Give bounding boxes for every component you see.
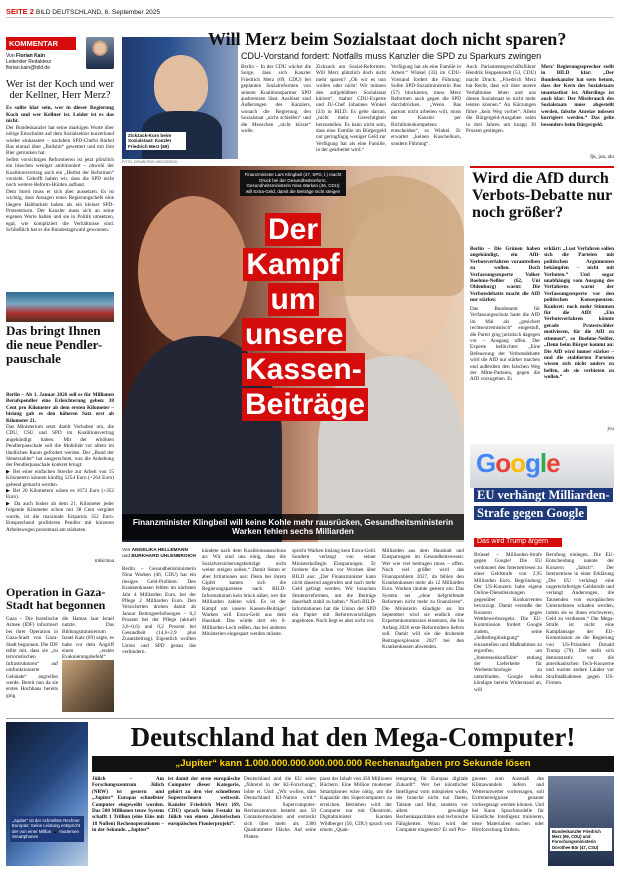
- top-story-subtitle: CDU-Vorstand fordert: Notfalls muss Kanzler die SPD zu Sparkurs zwingen: [241, 51, 542, 61]
- top-story-col1: Berlin – In der CDU wächst die Sorge, dass sich Kanzler Friedrich Merz (69, CDU) bei geplanten Sozialreformen von seinem Koalitionspartner SPD ausbremsen lässt. Auslöser sind Äußerungen des Kanzlers, wonach die Regierung den Sozialstaat „nicht schleifen“ und die Menschen „nicht kürzer“ wolle.: [241, 64, 311, 135]
- merz-photo: [122, 37, 238, 159]
- kommentar-title: Wer ist der Koch und wer der Kellner, Herr Merz?: [6, 79, 114, 101]
- merz-baer-photo: [548, 776, 614, 866]
- mega-deck-band: [92, 756, 614, 772]
- jupiter-caption: „Jupiter“ ist der schnellste Rechner Europas: Seine Leistung entspricht der von einer Million 📱 modernen Smartphones: [10, 816, 84, 842]
- kommentar-lead: Es sollte klar sein, wer in dieser Regierung Koch und wer Kellner ist. Leider ist es das nicht.: [6, 105, 114, 125]
- title-line-5: Kassen-: [242, 353, 365, 386]
- top-story-col5: Merz' Regierungssprecher stellt in BILD klar: „Der Bundeskanzler hat stets betont, dass der Kern des Sozialstaats unantastbar ist. Allerdings ist auch klar: Der Missbrauch des Sozialstaats muss abgestellt werden, falsche Anreize müssen korrigiert werden.“ Das gelte besonders beim Bürgergeld.: [541, 64, 614, 128]
- author-prefix: Von: [6, 53, 15, 59]
- klingbeil-face: [138, 196, 248, 346]
- main-col2: kündete nach dem Koalitionsausschuss an: Wir sind uns einig, dass die Sozialversicherungsbeiträge nicht weiter steigen sollen.“ Damit lösten er aber Irritationen aus: Denn bei ihrem Gipfel kamen sich die Regierungsparteien nach BILD-Informationen kein Stück näher, wer die Milliarden zahlen wird. Es ist der Kampf um unsere Kassen-Beiträge! Warken will Extra-Geld aus dem Haushalt. Das würde dort ein 6-Milliarden-Loch reißen, das bei anderen Ministerien eingespart werden müsste.: [202, 548, 286, 638]
- title-line-1: Der: [265, 213, 321, 246]
- gaza-photo: [62, 660, 114, 712]
- mega-col1: Jülich – Am Forschungszentrum Jülich (NRW) ist gestern und „Jupiter“ Europas schnellster Computer eingeweiht worden. Das 500 Millionen teure System schafft 1 Trillion (eine Eins mit 18 Nullen) Rechenoperationen – in der Sekunde. „Jupiter“: [92, 776, 164, 834]
- top-story-title: Will Merz beim Sozialstaat doch nicht sparen?: [208, 29, 567, 49]
- pendler-body: Das Ministerium setzt damit Vorhaben um, die CDU, CSU und SPD im Koalitionsvertrag angekündigt haben. Mit der erhöhten Pendlerpauschale soll die Mobilität vor allem im ländlichen Raum gefördert werden. Der „Bund der Steuerzahler“ hat ausgerechnet, was die Anhebung der Pendlerpauschale konkret bringt: ▶ Bei einer einfachen Strecke zur Arbeit von 15 Kilometern können künftig 1254 Euro (+264 Euro) geltend gemacht werden. ▶ Bei 20 Kilometern wären es 1672 Euro (+352 Euro). ▶ Da auch bisher ab dem 21. Kilometer jeder folgende Kilometer schon mit 38 Cent vergütet wurde, ist die maximale Ersparnis 352 Euro. Entsprechend profitieren Pendler mit kürzeren Arbeitswegen prozentual am stärksten.: [6, 424, 114, 533]
- top-story-col4: Auch Parlamentsgeschäftsführer Hendrik Hoppenstedt (53, CDU) macht Druck: „Friedrich Merz hat Recht, dass wir über unsere Verhältnisse leben und uns diesen Sozialstaat so nicht mehr leisten können.“ An Kürzungen führe „kein Weg vorbei“. Allein die Bürgergeld-Ausgaben seien in drei Jahren um knapp 30 Prozent gestiegen.: [466, 64, 536, 135]
- main-col3: spricht Warken bislang kein Extra-Geld. Sondern verlangt von seiner Ministerkollegin Einsparungen. Er forderte die schon vor Wochen über BILD aus: „Der Finanzminister kann nicht dauernd angerufen und nach mehr Geld gefragt werden. Wir brauchen Strukturreformen, um die Beiträge dauerhaft stabil zu halten.“ Nach BILD-Informationen hat die Union der SPD ein Papier mit Reformvorschlägen angeboten. Noch liegt es aber nicht vor.: [292, 548, 376, 625]
- title-line-3: um: [268, 283, 319, 316]
- main-col4: Milliarden aus dem Haushalt und Einsparungen im Gesundheitswesen: Wer wie viel beitragen muss – offen. Noch viel größer wird das Finanzproblem 2027, da fehlen den Krankenkassen mehr als 12 Milliarden Euro. Warken räumte gestern ein: Das System sei „ohne tiefgreifende Reformen nicht mehr zu finanzieren“. Die Ministerin kündigte an: Im September wird sie endlich eine Expertenkommission einsetzen, die bis Anfang 2026 erste Reformideen liefern soll. Damit will sie die drohende Beitragsexplosion 2027 bei den Krankenkassen abwenden.: [382, 548, 464, 651]
- paper-date: BILD DEUTSCHLAND, 6. September 2025: [36, 9, 160, 16]
- afd-title: Wird die AfD durch Verbots-Debatte nur noch größer?: [472, 170, 612, 221]
- afd-col2: erklärt: „Lust Verfahren sollen sich die Parteien mit politischen Argumenten bekämpfen – nicht mit Verboten.“ Und sogar unabhängig vom Ausgang des Verfahrens warnt der Verfassungsexperte vor den politischen Konsequenzen. Konkret: noch mehr Stimmen für die AfD! „Ein Verbotsverfahren könnte gerade Protestwähler motivieren, für die AfD zu stimmen“, so Boehme-Neßler. „Denn beim Bürger kommt an: Die AfD wird immer stärker – und die etablierten Parteien wissen sich nicht anders zu helfen, als sie verbieten zu wollen.“: [544, 246, 614, 381]
- kommentar-author: Florian Kain: [16, 53, 45, 59]
- pendler-title: Das bringt Ihnen die neue Pendler-pauschale: [6, 323, 103, 366]
- page-label: [6, 7, 160, 16]
- title-line-2: Kampf: [243, 248, 342, 281]
- title-line-4: unsere: [242, 318, 346, 351]
- main-deck: Finanzminister Klingbeil will keine Kohle mehr rausrücken, Gesundheitsministerin Warken fehlen sechs Milliarden: [122, 514, 464, 540]
- google-photo: [470, 444, 614, 488]
- merz-face: [154, 55, 208, 115]
- photo-credit: FOTO: DPA/BERND WEISSBROD: [122, 160, 178, 164]
- afd-rule: [470, 166, 614, 168]
- mega-col5: tensprung für Europas digitale Zukunft“. Wer bei künstlicher Intelligenz vorn mitspielen wolle, der brauche nicht nur Daten, Talente und Mut, sondern vor allem gewaltige Rechenkapazitäten und technische Fähigkeiten. Wozu wird der Computer eingesetzt? Er soll Pro-: [396, 776, 468, 834]
- main-byline: Von ANGELIKA HELLEMANN und BURKHARD UHLENBROICH: [122, 548, 196, 559]
- mega-col6: gnosen zum Ausmaß des Klimawandels liefern und Wetterunwetter vorhersagen, soll Extremereignisse genauer vorhergesagt werden können. Und bei Kann Sprachmodelle für Künstliche Intelligenz trainieren, neue Materialien suchen oder Hirnforschung fördern.: [472, 776, 544, 834]
- top-story-byline: fjk, jun, alu: [590, 154, 614, 160]
- author-avatar: [86, 37, 114, 69]
- gaza-title: Operation in Gaza-Stadt hat begonnen: [6, 585, 106, 612]
- main-title: [242, 212, 366, 422]
- title-line-6: Beiträge: [242, 388, 368, 421]
- afd-col1: Das Bundesamt für Verfassungsschutz hatte die AfD im Mai als „gesichert rechtsextremistisch“ eingestuft, die Partei ging juristisch dagegen vor – Ausgang offen. Der Experte befürchtet: „Eine Befeuerung der Verbotsdebatte wird die AfD nur stärker machen und außerdem den falschen Weg der Mitte-Parteien, gegen die AfD vorzugehen. Er: [470, 306, 540, 383]
- top-story-col3: Verfügung hat als eine Familie in Arbeit.“ Winkel (33) im CDU-Vorstand fordert die Führung: Sollte SPD-Sozialministerin Bas (57) blockieren, muss Merz Reformen auch gegen die SPD durchdrücken. „Wenn Bas partout nicht arbeiten will, muss der Kanzler per Richtlinienkompetenz entscheiden“, so Winkel. Er erwartet „keinen Kuschelkurs, sondern Führung“.: [391, 64, 461, 147]
- kommentar-author-box: [6, 53, 78, 71]
- gaza-col2: die Hamas laut Israel nutzte. Das Bildungsministerium Israel Katz (69) sagte, es habe vor dem Angriff einen „ersten Evakuierungsbefehl“: [62, 616, 114, 661]
- kommentar-block: [6, 37, 114, 283]
- page-number: SEITE 2: [6, 7, 34, 16]
- merz-caption: Zickzack-Kurs beim Sozialstaat: Kanzler Friedrich Merz (69): [126, 132, 186, 150]
- page-header: [6, 4, 614, 18]
- top-story-col2: Zickzack am Sozial-Reformen: Will Merz plötzlich doch nicht mehr sparen? „Ob wir es nun wollen oder nicht: Wir müssen den aufgeblähten Sozialstaat kürzen“, mahnt CDU-Experte und JU-Chef Johannes Winkel (33) in BILD. Es gebe darum, „nicht mehr Gerechtigkeit herzustellen. Es kann nicht sein, dass eine Familie im Bürgergeld nur geringfügig weniger Geld zur Verfügung hat als eine Familie, in der gearbeitet wird.“: [316, 64, 386, 154]
- mega-col2: ist damit der erste europäische Computer dieser Kategorie, gehört zu den vier schnellsten Superrechnern weltweit. Kanzler Friedrich Merz (69, CDU) sprach beim Festakt in Jülich von einem „historischen europäischen Pionierprojekt“.: [168, 776, 240, 827]
- kommentar-email[interactable]: florian.kain@bild.de: [6, 65, 50, 71]
- mega-col3: Deutschland und die EU seien „führend in der KI-Forschung“, lobte er. Und: „Wir wollen, dass Deutschland KI-Nation wird.“ Das Supercomputer-Rechenzentrum besteht aus 50 Containermodulen und erstreckt sich über mehr als 2300 Quadratmeter Fläche. Auf seine Platten: [244, 776, 316, 840]
- jupiter-photo: [6, 722, 88, 866]
- google-col2: Berufung einlegen. Die EU-Entscheidung nannte der Konzern „falsch“. Der Internetriese in einer Erklärung „Die EU verhängt eine ungerechtfertigte Geldstrafe und verlangt Änderungen, die Tausenden von europäischen Unternehmen schaden werden, indem sie es ihnen erschweren, Geld zu verdienen.“ Die Mega-Strafe ist nicht eine Kampfansage der EU-Kommission an die Regierung von US-Präsident Donald Trump (79). Der stellt sich demonstrativ vor die amerikanischen Tech-Konzerne und warnte andere Länder vor Strafmaßnahmen gegen US-Firmen.: [546, 552, 614, 687]
- main-kicker: Finanzminister Lars Klingbeil (47, SPD, l.) macht Druck bei der Gesundheitsreform, Gesundheitsministerin Nina Warken (46, CDU) will Extra-Geld, damit die Beiträge nicht steigen: [240, 170, 346, 196]
- google-logo-image: Google: [476, 448, 560, 478]
- google-kicker: Das wird Trump ärgern: [474, 538, 562, 547]
- gaza-col1: Gaza – Die Israelische Armee (IDF) informiert bei ihrer Operation in Gaza-Stadt von Gaza-Stadt begonnen. Die IDF teilte mit, dass sie „zu terroristischen Infrastrukturen“ auf umfunktionierte Gebäude“ angreifen werde. Bereit nun da sie erstes Hochhaus bereits ging.: [6, 616, 58, 699]
- kommentar-role: Leitender Redakteur: [6, 59, 52, 65]
- pendler-photo: [6, 292, 114, 322]
- afd-byline: jvu: [607, 426, 614, 432]
- mega-deck: „Jupiter“ kann 1.000.000.000.000.000.000 Rechenaufgaben pro Sekunde lösen: [175, 758, 531, 769]
- merz-baer-caption: Bundeskanzler Friedrich Merz (69, CDU) und Forschungsministerin Dorothee Bär (47, CSU): [550, 828, 612, 851]
- main-photo: [122, 166, 464, 542]
- pendler-byline: mbk/maa: [94, 558, 114, 564]
- main-col1: Berlin – Gesundheitsministerin Nina Warken (46, CDU) hat ein riesiges Geld-Problem: Den Krankenkassen fehlen im nächsten Jahr 4 Milliarden Euro, bei der Pflege 2 Milliarden Euro. Den Versicherten drohen damit ab Januar Beitragserhöhungen – 0,2 Prozent bei der Pflege (aktuell 3,6+0,6) und 0,2 Prozent bei Gesundheit (14,6+2,9 plus Zusatzbeitrag). Eigentlich wollten Union und SPD genau das verhindern.: [122, 566, 196, 656]
- mega-title: Deutschland hat den Mega-Computer!: [130, 722, 576, 752]
- afd-lead: Berlin – Die Grünen haben angekündigt, ein AfD-Verbotsverfahren vorantreiben zu wollen. Doch Verfassungsexperte Volker Boehme-Neßler (62, Uni Oldenburg) warnt: Die Verbotsdebatte macht die AfD nur stärker.: [470, 246, 540, 304]
- mega-col4: passt der Inhalt von 450 Millionen Büchern. Eine Million moderner Smartphones wäre nötig, um die Kapazität des Supercomputers zu erreichen. Betrieben wird der Computer nur mit Ökostrom. Digitalminister Karsten Wildberger (56, CDU) sprach von einem „Quan-: [320, 776, 392, 834]
- kommentar-label: KOMMENTAR: [6, 37, 76, 50]
- google-title: EU verhängt Milliarden-Strafe gegen Google: [474, 486, 614, 522]
- section-divider: [6, 718, 614, 719]
- pendler-lead: Berlin – Ab 1. Januar 2026 soll es für Millionen Berufspendler eine Erleichterung geben: 38 Cent pro Kilometer ab dem ersten Kilometer – bislang gab es den höheren Satz erst ab Kilometer 21.: [6, 392, 114, 424]
- google-col1: Brüssel – Milliarden-Strafe gegen Google! Die EU verdonnert den Internetriesen zu einer Geldstrafe von 2,95 Milliarden Euro. Begründung: Der US-Konzern habe eigene Online-Dienstleistungen gegenüber Konkurrenten bevorzugt. Damit verstoße der Konzern gegen Wettbewerbsregeln. Die EU-Kommission fordert Google zudem, seine „Selbstbegünstigung“ einzustellen und Maßnahmen zu ergreifen, um „Interessenkonflikte“ entlang der Lieferkette für Werbetechnologie zu unterbinden. Google selbst kündigte bereits Widerstand an, will: [474, 552, 542, 693]
- kommentar-body: Der Bundeskanzler hat seine markigen Worte über nötige Einschnitte auf dem Sozialsektor kurzerhand wieder einkassiert – nachdem SPD-Chefin Bärbel Bas einmal über „Bullshit“ gewettert und mit ihm Bier getrunken hat. Selbst vorsichtiges Reformieren ist jetzt plötzlich ein bisschen weniger ambitioniert – obwohl der Koalitionsvertrag auch ein „Herbst der Reformen“ vorsieht. Gehofft haben wir, dass die SPD nicht noch weitere Reform-Hürden aufbaut. Dem Streit muss er sich aber aussetzen. Es ist wichtig, dass Ansagen eines Regierungschefs eine längere Haltbarkeit haben als ein kleiner SPD-Proteststurm. Der Kanzler muss sich an seine eigenen Worte halten und sie in Politik umsetzen, egal, wie kompliziert die Verhältnisse sind. Schließlich hat er die Bundestagswahl gewonnen.: [6, 124, 114, 234]
